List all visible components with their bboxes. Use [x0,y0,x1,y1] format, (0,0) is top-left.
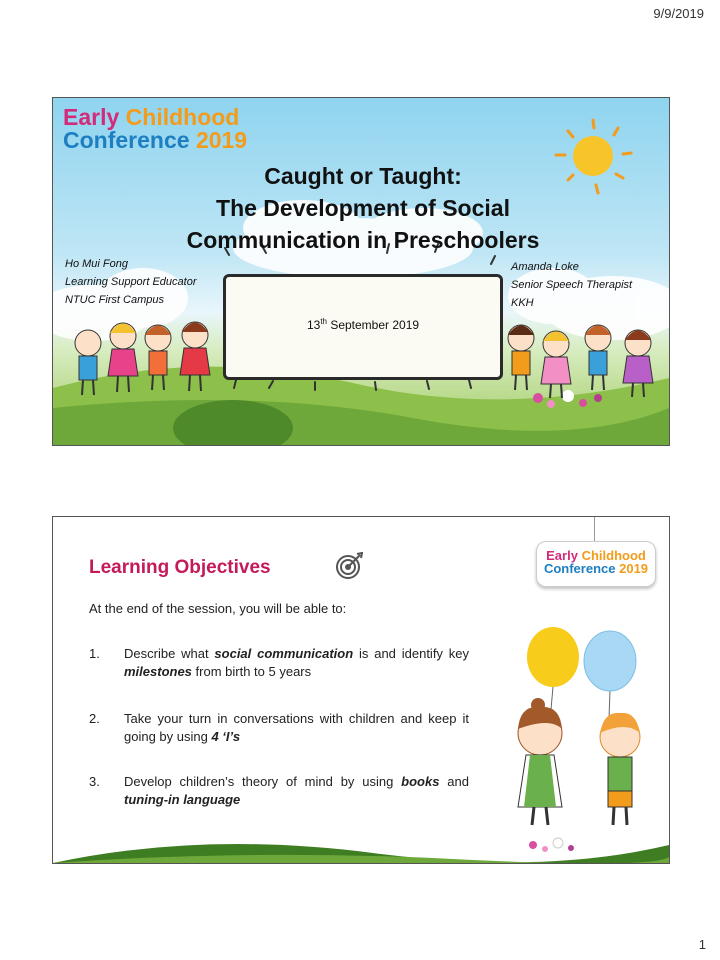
title-line: Communication in Preschoolers [186,227,540,253]
page-number: 1 [698,937,706,952]
presenter-right [511,258,632,312]
date-suffix: th [320,317,327,326]
objective-text: from birth to 5 years [191,664,312,679]
logo-word-year: 2019 [619,561,649,576]
logo-word-childhood: Childhood [581,548,646,563]
children-with-balloons-illustration [498,625,668,835]
objective-item [89,773,469,809]
objective-text: Develop children’s theory of mind by using [124,774,402,789]
objective-number: 3. [89,774,100,789]
title-line: Caught or Taught: [264,163,462,189]
presenter-role: Learning Support Educator [65,276,197,288]
logo-word-early: Early [546,548,578,563]
slide-title: Learning Objectives [89,557,271,578]
objectives-slide [52,516,670,864]
title-line: The Development of Social [216,195,510,221]
conference-logo [63,106,247,152]
objective-emphasis: books [401,774,440,789]
objective-item [89,710,469,746]
presenter-left [65,255,196,309]
presenter-name: Amanda Loke [511,261,579,273]
presenter-name: Ho Mui Fong [65,258,128,270]
objective-emphasis: 4 ‘I’s [211,729,241,744]
target-icon [335,552,363,580]
logo-word-conference: Conference [543,561,616,576]
objectives-intro: At the end of the session, you will be able to: [89,601,347,616]
presenter-org: NTUC First Campus [65,294,165,306]
logo-hanging-string [594,517,595,543]
event-date [226,317,500,332]
logo-word-childhood: Childhood [125,104,240,130]
objective-text: is and identify key [353,646,469,661]
presenter-role: Senior Speech Therapist [511,279,633,291]
objective-item [89,645,469,681]
objective-text: and [439,774,469,789]
objective-emphasis: milestones [124,664,192,679]
slide-title [113,160,613,256]
date-board [223,274,503,380]
logo-word-early: Early [63,104,120,130]
conference-logo-badge [536,541,656,587]
objective-emphasis: social communication [214,646,354,661]
title-slide [52,97,670,446]
date-day: 13 [306,318,321,332]
presenter-org: KKH [511,297,534,309]
logo-word-conference: Conference [63,127,190,153]
logo-word-year: 2019 [195,127,248,153]
date-month-year: September 2019 [326,318,420,332]
page-date: 9/9/2019 [653,6,704,21]
grass-strip-illustration [53,835,669,863]
objective-number: 1. [89,646,100,661]
objective-text: Describe what [124,646,215,661]
objective-emphasis: tuning-in language [124,792,241,807]
objective-number: 2. [89,711,100,726]
objective-text: Take your turn in conversations with children and keep it going by using [124,711,469,744]
